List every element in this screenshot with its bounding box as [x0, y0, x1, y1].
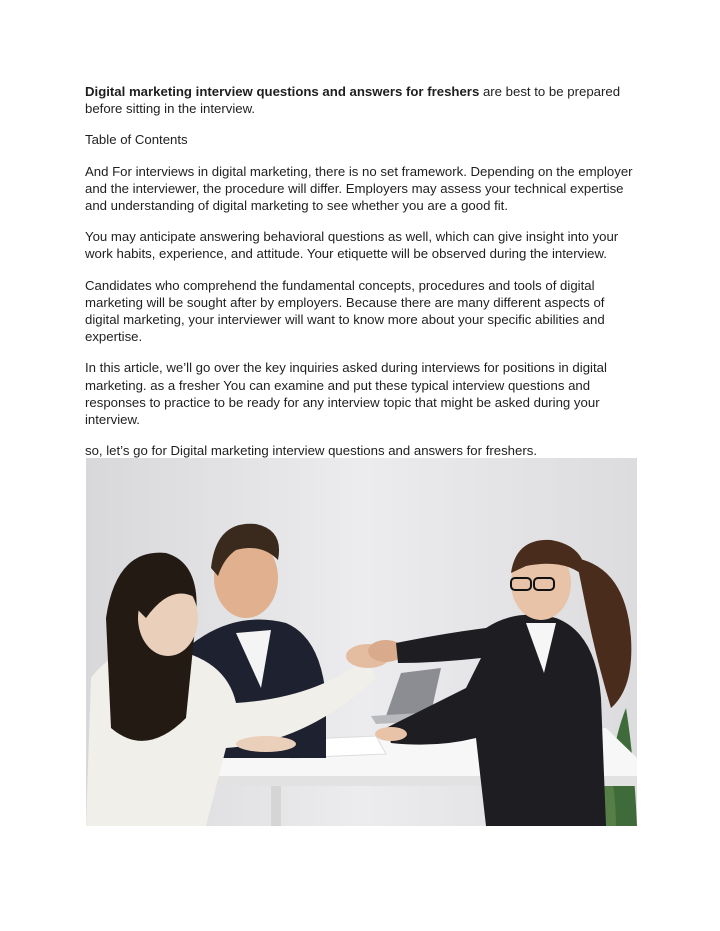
intro-bold-text: Digital marketing interview questions and answers for freshers	[85, 84, 480, 99]
paragraph-lets-go: so, let’s go for Digital marketing interview questions and answers for freshers.	[85, 443, 538, 459]
interview-handshake-photo	[86, 458, 637, 826]
paragraph-behavioral: You may anticipate answering behavioral questions as well, which can give insight into your work habits, experience, and attitude. Your etiquette will be observed during the interview.	[85, 229, 619, 262]
article-body	[85, 83, 637, 473]
paragraph-article-overview: In this article, we’ll go over the key inquiries asked during interviews for positions in digital marketing. as a fresher You can examine and put these typical interview questions and responses to practice to be ready for any interview topic that might be asked during your interview.	[85, 360, 607, 428]
paragraph-framework: And For interviews in digital marketing, there is no set framework. Depending on the employer and the interviewer, the procedure will differ. Employers may assess your technical expertise and understanding of digital marketing to see whether you are a good fit.	[85, 163, 633, 214]
table-of-contents-label[interactable]: Table of Contents	[85, 132, 188, 148]
paragraph-candidates: Candidates who comprehend the fundamental concepts, procedures and tools of digital marketing will be sought after by employers. Because there are many different aspects of digital marketing, your interviewer will want to know more about your specific abilities and expertise.	[85, 277, 605, 345]
intro-paragraph	[85, 83, 637, 117]
intro-rest-text: are best to be prepared before sitting in the interview.	[85, 84, 621, 117]
